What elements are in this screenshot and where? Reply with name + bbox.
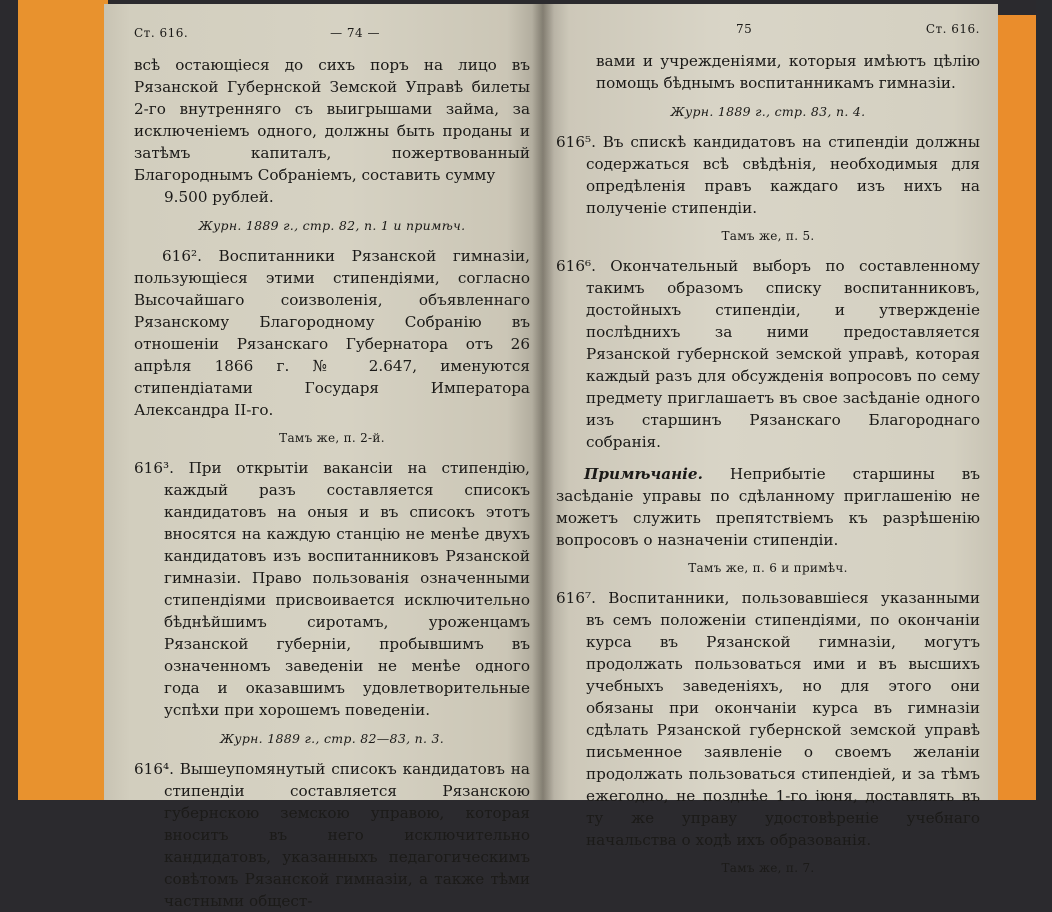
left-article-header: Ст. 616. — [134, 26, 189, 40]
left-page — [104, 4, 542, 910]
left-paragraph-1-end: 9.500 рублей. — [164, 188, 274, 206]
right-reference-2: Тамъ же, п. 5. — [721, 229, 815, 243]
left-page-number: — 74 — — [330, 26, 380, 40]
right-running-head — [556, 22, 980, 36]
right-paragraph-1: вами и учрежденіями, которыя имѣютъ цѣлію помощь бѣднымъ воспитанникамъ гимназіи. — [596, 52, 980, 92]
left-paragraph-4: 616⁴. Вышеупомянутый списокъ кандидатовъ на стипендіи составляется Рязанскою губернскою земскою управою, которая вноситъ въ него исключительно кандидатовъ, указанныхъ педагогическимъ совѣтомъ Рязанской гимназіи, а также тѣми частными общест- — [134, 760, 530, 910]
right-article-header: Ст. 616. — [925, 22, 980, 36]
backdrop-edge — [1036, 0, 1052, 800]
right-paragraph-4: 616⁷. Воспитанники, пользовавшіеся указанными въ семъ положеніи стипендіями, по окончаніи курса въ Рязанской гимназіи, могутъ продолжать пользоваться ими и въ высшихъ учебныхъ заведеніяхъ, но для этого они обязаны при окончаніи курса въ гимназіи сдѣлать Рязанской губернской земской управѣ письменное заявленіе о своемъ желаніи продолжать пользоваться стипендіей, и за тѣмъ ежегодно, не позднѣе 1-го іюня, доставлять въ ту же управу удостовѣреніе учебнаго начальства о ходѣ ихъ образованія. — [556, 589, 980, 849]
left-reference-1: Журн. 1889 г., стр. 82, п. 1 и примѣч. — [198, 218, 466, 233]
right-reference-4: Тамъ же, п. 7. — [721, 861, 815, 875]
left-paragraph-3: 616³. При открытіи вакансіи на стипендію, каждый разъ составляется списокъ кандидатовъ на оныя и въ списокъ этотъ вносятся на каждую станцію не менѣе двухъ кандидатовъ изъ воспитанниковъ Рязанской гимназіи. Право пользованія означенными стипендіями присвоивается исключительно бѣднѣйшимъ сиротамъ, уроженцамъ Рязанской губерніи, пробывшимъ въ означенномъ заведеніи не менѣе одного года и оказавшимъ удовлетворительные успѣхи при хорошемъ поведеніи. — [134, 459, 530, 719]
right-reference-1: Журн. 1889 г., стр. 83, п. 4. — [670, 104, 866, 119]
right-page — [542, 4, 998, 875]
right-paragraph-2: 616⁵. Въ спискѣ кандидатовъ на стипендіи должны содержаться всѣ свѣдѣнія, необходимыя для опредѣленія правъ каждаго изъ нихъ на полученіе стипендіи. — [556, 133, 980, 217]
left-paragraph-2: 616². Воспитанники Рязанской гимназіи, пользующіеся этими стипендіями, согласно Высочайшаго соизволенія, объявленнаго Рязанскому Благородному Собранію въ отношеніи Рязанскаго Губернатора отъ 26 апрѣля 1866 г. № 2.647, именуются стипендіатами Государя Императора Александра II-го. — [134, 247, 530, 419]
left-reference-3: Журн. 1889 г., стр. 82—83, п. 3. — [219, 731, 445, 746]
right-note — [556, 463, 980, 551]
backdrop-left — [18, 0, 108, 800]
left-reference-2: Тамъ же, п. 2-й. — [279, 431, 385, 445]
right-page-number: 75 — [736, 22, 753, 36]
right-reference-3: Тамъ же, п. 6 и примѣч. — [688, 561, 848, 575]
left-running-head — [134, 26, 530, 40]
right-paragraph-3: 616⁶. Окончательный выборъ по составленному такимъ образомъ списку воспитанниковъ, достойныхъ стипендіи, и утвержденіе послѣднихъ за ними предоставляется Рязанской губернской земской управѣ, которая каждый разъ для обсужденія вопросовъ по сему предмету приглашаетъ въ свое засѣданіе одного изъ старшинъ Рязанскаго Благороднаго собранія. — [556, 257, 980, 451]
left-paragraph-1: всѣ остающіеся до сихъ поръ на лицо въ Рязанской Губернской Земской Управѣ билеты 2-го внутренняго съ выигрышами займа, за исключеніемъ одного, должны быть проданы и затѣмъ капиталъ, пожертвованный Благороднымъ Собраніемъ, составить сумму — [134, 56, 530, 184]
note-text: Неприбытіе старшины въ засѣданіе управы по сдѣланному приглашенію не можетъ служить препятствіемъ къ разрѣшенію вопросовъ о назначеніи стипендіи. — [556, 465, 980, 549]
book-gutter — [532, 4, 554, 800]
note-label: Примѣчаніе. — [584, 465, 703, 483]
